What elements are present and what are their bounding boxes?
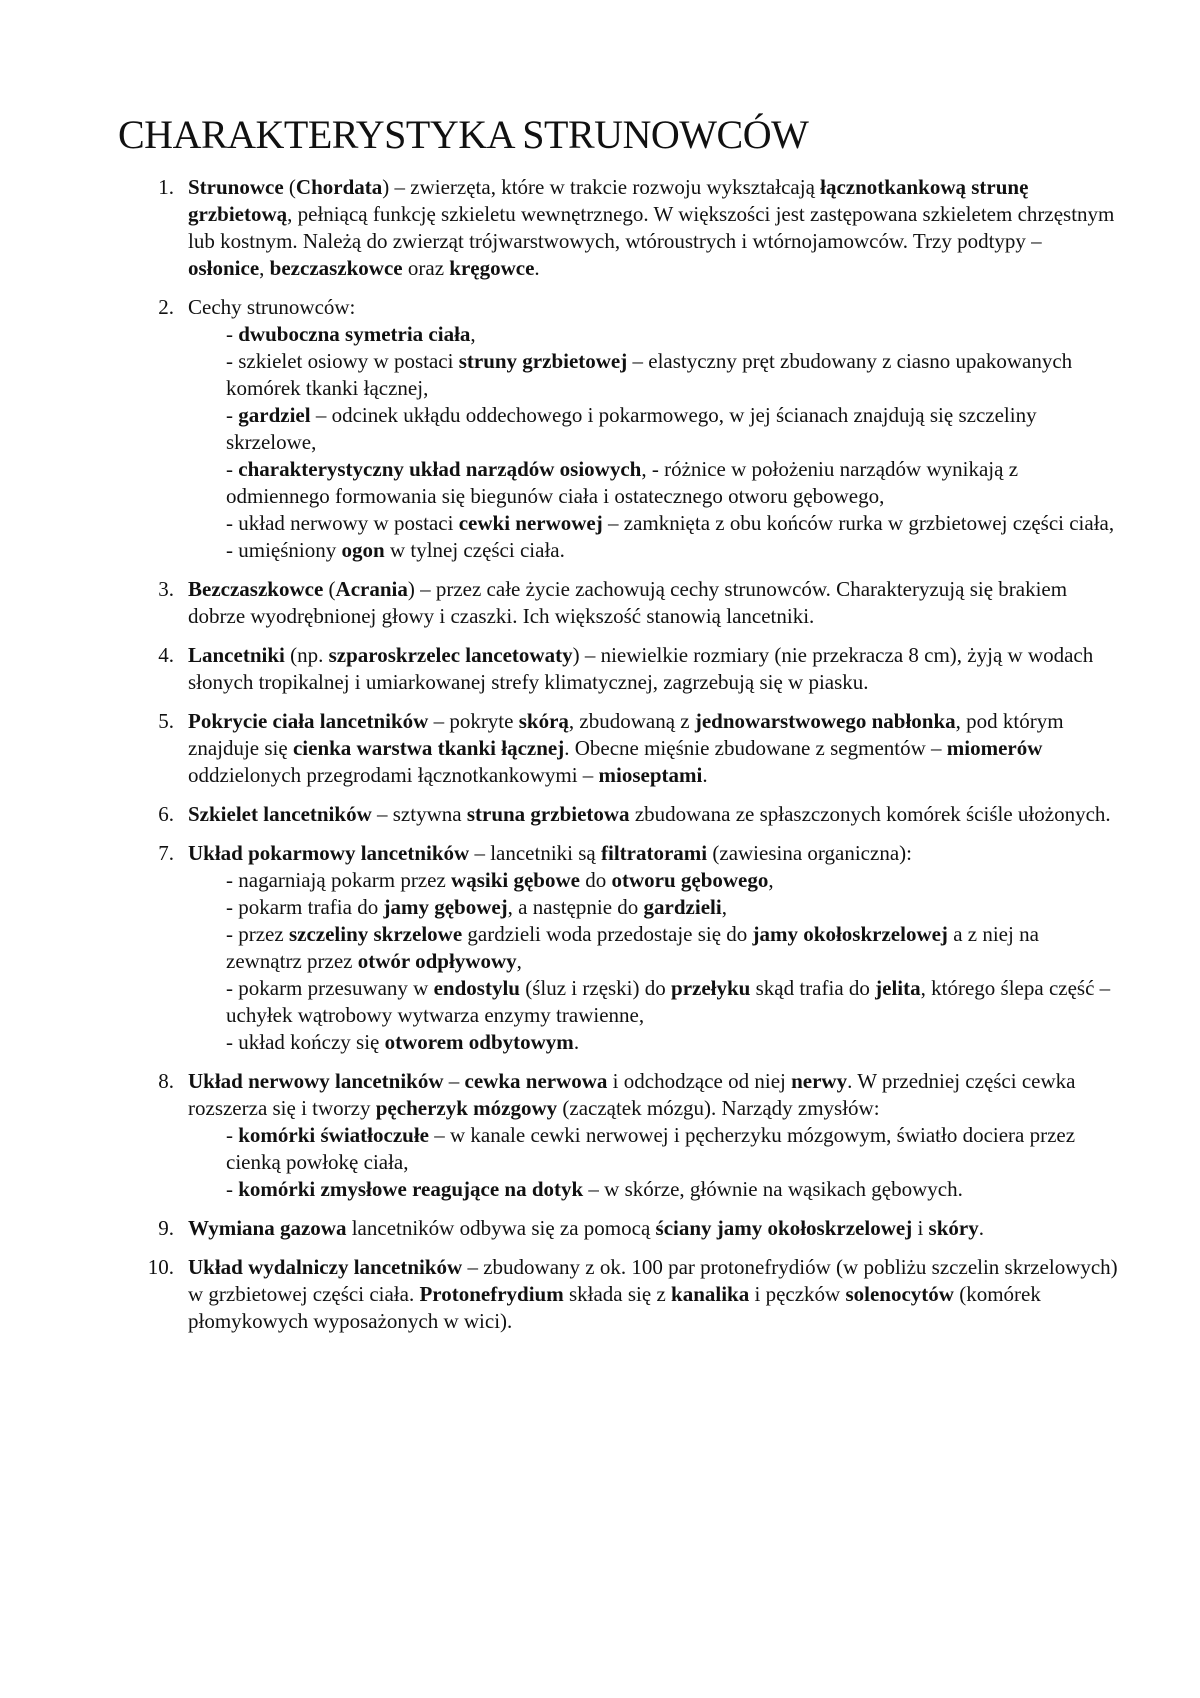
text-run: skąd trafia do [750, 976, 876, 1000]
bold-term: Bezczaszkowce [188, 577, 324, 601]
item-number: 9. [158, 1216, 174, 1240]
text-run: ( [323, 577, 336, 601]
text-run: – w kanale cewki nerwowej i pęcherzyku mózgowym, światło dociera przez cienką powłokę ciała, [226, 1123, 1076, 1174]
text-run: - układ kończy się [226, 1030, 385, 1054]
item-paragraph [188, 840, 1118, 867]
numbered-list [118, 174, 1118, 1335]
text-run: i odchodzące od niej [607, 1069, 792, 1093]
list-item [118, 840, 1118, 1056]
item-subpoint [226, 975, 1118, 1029]
item-number: 3. [158, 577, 174, 601]
item-subpoint [226, 321, 1118, 348]
bold-term: Układ nerwowy lancetników [188, 1069, 444, 1093]
text-run: oraz [402, 256, 450, 280]
text-run: (zawiesina organiczna): [707, 841, 912, 865]
bold-term: otwór odpływowy [357, 949, 517, 973]
list-item [118, 1068, 1118, 1203]
item-body [188, 294, 1118, 564]
text-run: – sztywna [371, 802, 467, 826]
item-number: 2. [158, 295, 174, 319]
item-paragraph [188, 576, 1118, 630]
text-run: ) – przez całe życie zachowują cechy strunowców. Charakteryzują się brakiem dobrze wyodrębnionej głowy i czaszki. Ich większość stanowią lancetniki. [188, 577, 1068, 628]
bold-term: jelita [875, 976, 921, 1000]
bold-term: Acrania [335, 577, 408, 601]
list-item [118, 1254, 1118, 1335]
text-run: (komórek płomykowych wyposażonych w wici). [188, 1282, 1041, 1333]
text-run: - przez [226, 922, 289, 946]
bold-term: Pokrycie ciała lancetników [188, 709, 429, 733]
item-subpoint [226, 456, 1118, 510]
bold-term: komórki światłoczułe [238, 1123, 429, 1147]
item-body [188, 1254, 1118, 1335]
bold-term: osłonice [188, 256, 260, 280]
bold-term: cewki nerwowej [458, 511, 603, 535]
text-run: - umięśniony [226, 538, 342, 562]
item-subpoint [226, 894, 1118, 921]
item-body [188, 576, 1118, 630]
bold-term: kanalika [671, 1282, 750, 1306]
item-body [188, 801, 1118, 828]
list-item [118, 174, 1118, 282]
bold-term: gardzieli [643, 895, 722, 919]
text-run: . [534, 256, 540, 280]
text-run: , którego ślepa część – uchyłek wątrobowy wytwarza enzymy trawienne, [226, 976, 1111, 1027]
text-run: (zaczątek mózgu). Narządy zmysłów: [557, 1096, 880, 1120]
bold-term: otworem odbytowym [384, 1030, 574, 1054]
text-run: . W przedniej części cewka rozszerza się i tworzy [188, 1069, 1076, 1120]
bold-term: filtratorami [601, 841, 708, 865]
text-run: , pod którym znajduje się [188, 709, 1064, 760]
item-paragraph [188, 174, 1118, 282]
text-run: , [259, 256, 270, 280]
bold-term: Układ pokarmowy lancetników [188, 841, 470, 865]
bold-term: cienka warstwa tkanki łącznej [292, 736, 565, 760]
bold-term: Strunowce [188, 175, 284, 199]
bold-term: nerwy [791, 1069, 848, 1093]
bold-term: łącznotkankową strunę grzbietową [188, 175, 1029, 226]
list-item [118, 642, 1118, 696]
text-run: (np. [284, 643, 329, 667]
item-number: 5. [158, 709, 174, 733]
bold-term: szparoskrzelec lancetowaty [328, 643, 573, 667]
text-run: . Obecne mięśnie zbudowane z segmentów – [564, 736, 947, 760]
item-number: 6. [158, 802, 174, 826]
text-run: - [226, 403, 239, 427]
text-run: i pęczków [749, 1282, 846, 1306]
bold-term: solenocytów [845, 1282, 954, 1306]
text-run: – [443, 1069, 465, 1093]
item-subpoint [226, 348, 1118, 402]
text-run: zbudowana ze spłaszczonych komórek ściśle ułożonych. [629, 802, 1111, 826]
bold-term: charakterystyczny układ narządów osiowych [238, 457, 642, 481]
item-paragraph [188, 642, 1118, 696]
bold-term: Wymiana gazowa [188, 1216, 347, 1240]
text-run: - [226, 1177, 239, 1201]
text-run: i [912, 1216, 929, 1240]
text-run: , pełniącą funkcję szkieletu wewnętrznego. W większości jest zastępowana szkieletem chrzęstnym lub kostnym. Należą do zwierząt trójwarstwowych, wtóroustrych i wtórnojamowców. Trzy podtypy – [188, 202, 1115, 253]
text-run: – pokryte [428, 709, 519, 733]
document-page [118, 112, 1118, 1347]
bold-term: ogon [341, 538, 385, 562]
bold-term: szczeliny skrzelowe [288, 922, 463, 946]
text-run: oddzielonych przegrodami łącznotkankowymi – [188, 763, 599, 787]
text-run: – zbudowany z ok. 100 par protonefrydiów (w pobliżu szczelin skrzelowych) w grzbietowej części ciała. [188, 1255, 1118, 1306]
item-paragraph [188, 1215, 1118, 1242]
bold-term: otworu gębowego [611, 868, 769, 892]
item-subpoint [226, 1122, 1118, 1176]
text-run: w tylnej części ciała. [384, 538, 565, 562]
bold-term: Chordata [295, 175, 383, 199]
text-run: – zamknięta z obu końców rurka w grzbietowej części ciała, [602, 511, 1115, 535]
bold-term: kręgowce [449, 256, 535, 280]
bold-term: miomerów [946, 736, 1043, 760]
bold-term: Lancetniki [188, 643, 285, 667]
list-item [118, 801, 1118, 828]
text-run: , - różnice w położeniu narządów wynikają z odmiennego formowania się biegunów ciała i ostatecznego otworu gębowego, [226, 457, 1019, 508]
item-paragraph [188, 801, 1118, 828]
text-run: składa się z [563, 1282, 672, 1306]
item-number: 4. [158, 643, 174, 667]
item-paragraph [188, 708, 1118, 789]
text-run: ) – niewielkie rozmiary (nie przekracza 8 cm), żyją w wodach słonych tropikalnej i umiarkowanej strefy klimatycznej, zagrzebują się w piasku. [188, 643, 1094, 694]
item-number: 1. [158, 175, 174, 199]
text-run: - pokarm trafia do [226, 895, 384, 919]
item-subpoint [226, 867, 1118, 894]
item-body [188, 708, 1118, 789]
text-run: - [226, 322, 239, 346]
bold-term: jamy gębowej [383, 895, 508, 919]
item-subpoint [226, 402, 1118, 456]
bold-term: ściany jamy okołoskrzelowej [655, 1216, 913, 1240]
text-run: - [226, 457, 239, 481]
text-run: lancetników odbywa się za pomocą [346, 1216, 656, 1240]
bold-term: skóry [928, 1216, 979, 1240]
text-run: – elastyczny pręt zbudowany z ciasno upakowanych komórek tkanki łącznej, [226, 349, 1073, 400]
text-run: , [470, 322, 476, 346]
item-number: 8. [158, 1069, 174, 1093]
item-number: 10. [147, 1255, 174, 1279]
page-title: CHARAKTERYSTYKA STRUNOWCÓW [118, 112, 809, 157]
bold-term: bezczaszkowce [269, 256, 403, 280]
bold-term: cewka nerwowa [464, 1069, 608, 1093]
bold-term: gardziel [238, 403, 311, 427]
bold-term: jednowarstwowego nabłonka [694, 709, 956, 733]
bold-term: pęcherzyk mózgowy [375, 1096, 558, 1120]
text-run: gardzieli woda przedostaje się do [462, 922, 753, 946]
bold-term: dwuboczna symetria ciała [238, 322, 471, 346]
text-run: - pokarm przesuwany w [226, 976, 434, 1000]
text-run: , [768, 868, 774, 892]
item-number: 7. [158, 841, 174, 865]
bold-term: skórą [518, 709, 569, 733]
bold-term: komórki zmysłowe reagujące na dotyk [238, 1177, 584, 1201]
item-subpoint [226, 510, 1118, 537]
item-body [188, 1215, 1118, 1242]
item-subpoint [226, 1029, 1118, 1056]
text-run: ) – zwierzęta, które w trakcie rozwoju wykształcają [382, 175, 821, 199]
text-run: – w skórze, głównie na wąsikach gębowych. [583, 1177, 963, 1201]
text-run: . [702, 763, 708, 787]
bold-term: struny grzbietowej [458, 349, 628, 373]
list-item [118, 1215, 1118, 1242]
text-run: , [516, 949, 522, 973]
text-run: - nagarniają pokarm przez [226, 868, 452, 892]
bold-term: wąsiki gębowe [451, 868, 580, 892]
bold-term: jamy okołoskrzelowej [752, 922, 948, 946]
item-body [188, 174, 1118, 282]
item-body [188, 1068, 1118, 1203]
bold-term: Szkielet lancetników [188, 802, 372, 826]
text-run: . [978, 1216, 984, 1240]
item-paragraph [188, 294, 1118, 321]
text-run: – odcinek ukłądu oddechowego i pokarmowego, w jej ścianach znajdują się szczeliny skrzelowe, [226, 403, 1037, 454]
text-run: , a następnie do [507, 895, 644, 919]
text-run: Cechy strunowców: [188, 295, 356, 319]
text-run: - szkielet osiowy w postaci [226, 349, 459, 373]
text-run: - układ nerwowy w postaci [226, 511, 459, 535]
text-run: a z niej na zewnątrz przez [226, 922, 1039, 973]
list-item [118, 294, 1118, 564]
text-run: (śluz i rzęski) do [519, 976, 672, 1000]
bold-term: przełyku [671, 976, 751, 1000]
item-subpoint [226, 537, 1118, 564]
item-body [188, 840, 1118, 1056]
item-body [188, 642, 1118, 696]
item-paragraph [188, 1068, 1118, 1122]
text-run: do [579, 868, 612, 892]
bold-term: mioseptami [598, 763, 703, 787]
text-run: – lancetniki są [469, 841, 601, 865]
bold-term: Układ wydalniczy lancetników [188, 1255, 463, 1279]
text-run: , zbudowaną z [568, 709, 695, 733]
text-run: , [721, 895, 727, 919]
item-subpoint [226, 921, 1118, 975]
text-run: ( [283, 175, 296, 199]
text-run: . [573, 1030, 580, 1054]
list-item [118, 576, 1118, 630]
list-item [118, 708, 1118, 789]
text-run: - [226, 1123, 239, 1147]
item-subpoint [226, 1176, 1118, 1203]
bold-term: Protonefrydium [419, 1282, 564, 1306]
bold-term: endostylu [433, 976, 520, 1000]
bold-term: struna grzbietowa [466, 802, 630, 826]
item-paragraph [188, 1254, 1118, 1335]
